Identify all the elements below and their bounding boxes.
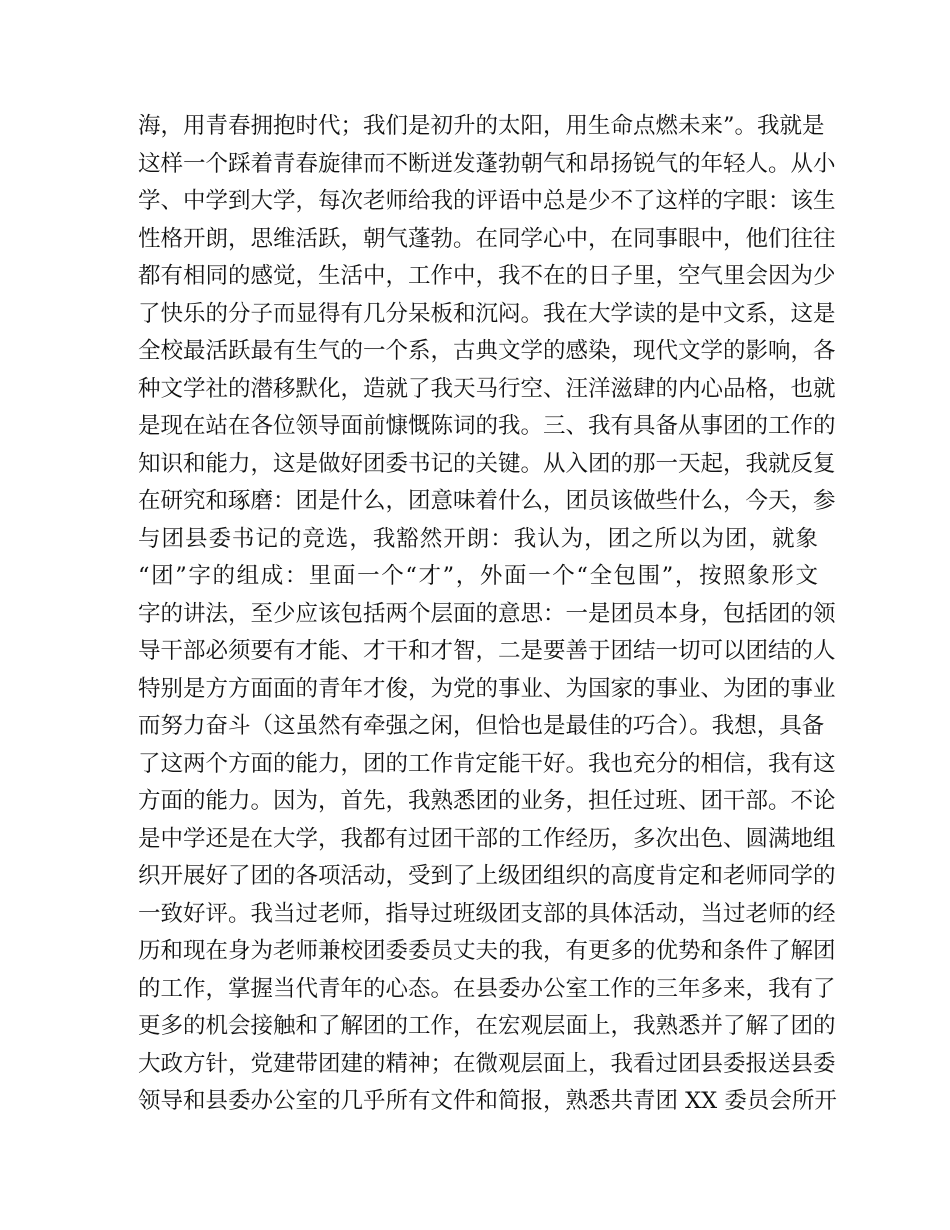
- text-line: 方面的能力。因为，首先，我熟悉团的业务，担任过班、团干部。不论: [138, 788, 836, 814]
- text-line: 全校最活跃最有生气的一个系，古典文学的感染，现代文学的影响，各: [138, 338, 836, 364]
- text-line: 特别是方方面面的青年才俊，为党的事业、为国家的事业、为团的事业: [138, 675, 836, 702]
- text-line: 知识和能力，这是做好团委书记的关键。从入团的那一天起，我就反复: [138, 450, 836, 477]
- text-line: 一致好评。我当过老师，指导过班级团支部的具体活动，当过老师的经: [138, 900, 836, 927]
- text-line: 是中学还是在大学，我都有过团干部的工作经历，多次出色、圆满地组: [138, 825, 836, 852]
- text-line: “团”字的组成：里面一个“才”，外面一个“全包围”，按照象形文: [138, 563, 818, 589]
- text-line: 与团县委书记的竞选，我豁然开朗：我认为，团之所以为团，就象: [138, 525, 818, 552]
- text-line: 大政方针，党建带团建的精神；在微观层面上，我看过团县委报送县委: [138, 1050, 836, 1077]
- text-line: 历和现在身为老师兼校团委委员丈夫的我，有更多的优势和条件了解团: [138, 938, 836, 964]
- text-line: 学、中学到大学，每次老师给我的评语中总是少不了这样的字眼：该生: [138, 188, 836, 214]
- body-text: [138, 108, 837, 1121]
- text-line: 海，用青春拥抱时代；我们是初升的太阳，用生命点燃未来”。我就是: [138, 113, 825, 139]
- text-line: 了快乐的分子而显得有几分呆板和沉闷。我在大学读的是中文系，这是: [138, 300, 836, 327]
- text-line: 性格开朗，思维活跃，朝气蓬勃。在同学心中，在同事眼中，他们往往: [138, 225, 836, 252]
- text-line: 是现在站在各位领导面前慷慨陈词的我。三、我有具备从事团的工作的: [138, 413, 836, 439]
- text-line: 在研究和琢磨：团是什么，团意味着什么，团员该做些什么，今天，参: [138, 488, 836, 514]
- text-line: 而努力奋斗（这虽然有牵强之闲，但恰也是最佳的巧合）。我想，具备: [138, 713, 825, 739]
- text-line: 字的讲法，至少应该包括两个层面的意思：一是团员本身，包括团的领: [138, 600, 836, 627]
- text-line: 导干部必须要有才能、才干和才智，二是要善于团结一切可以团结的人: [138, 638, 836, 664]
- text-line: 种文学社的潜移默化，造就了我天马行空、汪洋滋肆的内心品格，也就: [138, 375, 836, 402]
- text-line: 都有相同的感觉，生活中，工作中，我不在的日子里，空气里会因为少: [138, 263, 836, 289]
- text-line: 领导和县委办公室的几乎所有文件和简报，熟悉共青团 XX 委员会所开: [138, 1088, 837, 1114]
- text-line: 的工作，掌握当代青年的心态。在县委办公室工作的三年多来，我有了: [138, 975, 836, 1002]
- text-line: 这样一个踩着青春旋律而不断迸发蓬勃朝气和昂扬锐气的年轻人。从小: [138, 150, 836, 177]
- text-line: 织开展好了团的各项活动，受到了上级团组织的高度肯定和老师同学的: [138, 863, 836, 889]
- text-line: 了这两个方面的能力，团的工作肯定能干好。我也充分的相信，我有这: [138, 750, 836, 777]
- text-line: 更多的机会接触和了解团的工作，在宏观层面上，我熟悉并了解了团的: [138, 1013, 836, 1039]
